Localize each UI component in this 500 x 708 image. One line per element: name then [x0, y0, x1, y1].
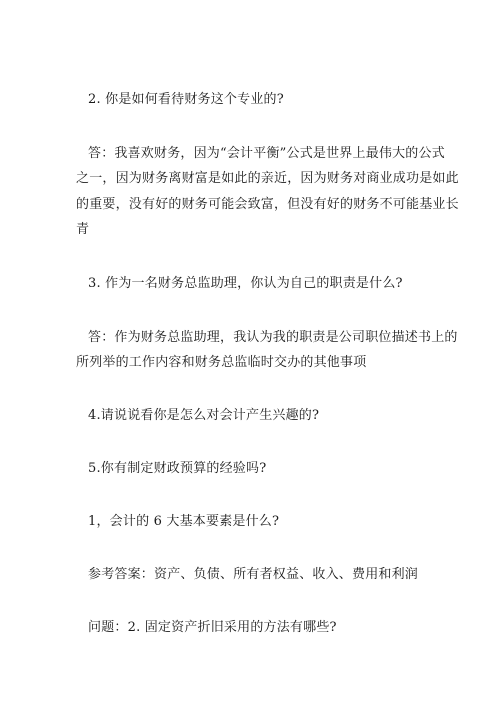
answer-2-line-4: 青: [76, 222, 90, 237]
answer-2-line-3: 的重要，没有好的财务可能会致富，但没有好的财务不可能基业长: [76, 197, 459, 212]
question-7: 问题：2. 固定资产折旧采用的方法有哪些?: [88, 620, 337, 635]
answer-2-line-2: 之一，因为财务离财富是如此的亲近，因为财务对商业成功是如此: [76, 171, 459, 186]
question-5: 5.你有制定财政预算的经验吗?: [88, 461, 267, 476]
question-6: 1，会计的 6 大基本要素是什么?: [88, 514, 280, 529]
question-2: 2. 你是如何看待财务这个专业的?: [88, 92, 284, 107]
answer-2-line-1: 答：我喜欢财务，因为“会计平衡”公式是世界上最伟大的公式: [88, 146, 445, 161]
question-4: 4.请说说看你是怎么对会计产生兴趣的?: [88, 408, 320, 423]
answer-3-line-1: 答：作为财务总监助理，我认为我的职责是公司职位描述书上的: [88, 330, 458, 345]
answer-6: 参考答案：资产、负债、所有者权益、收入、费用和利润: [88, 567, 419, 582]
answer-3-line-2: 所列举的工作内容和财务总监临时交办的其他事项: [76, 355, 367, 370]
question-3: 3. 作为一名财务总监助理，你认为自己的职责是什么?: [88, 276, 403, 291]
